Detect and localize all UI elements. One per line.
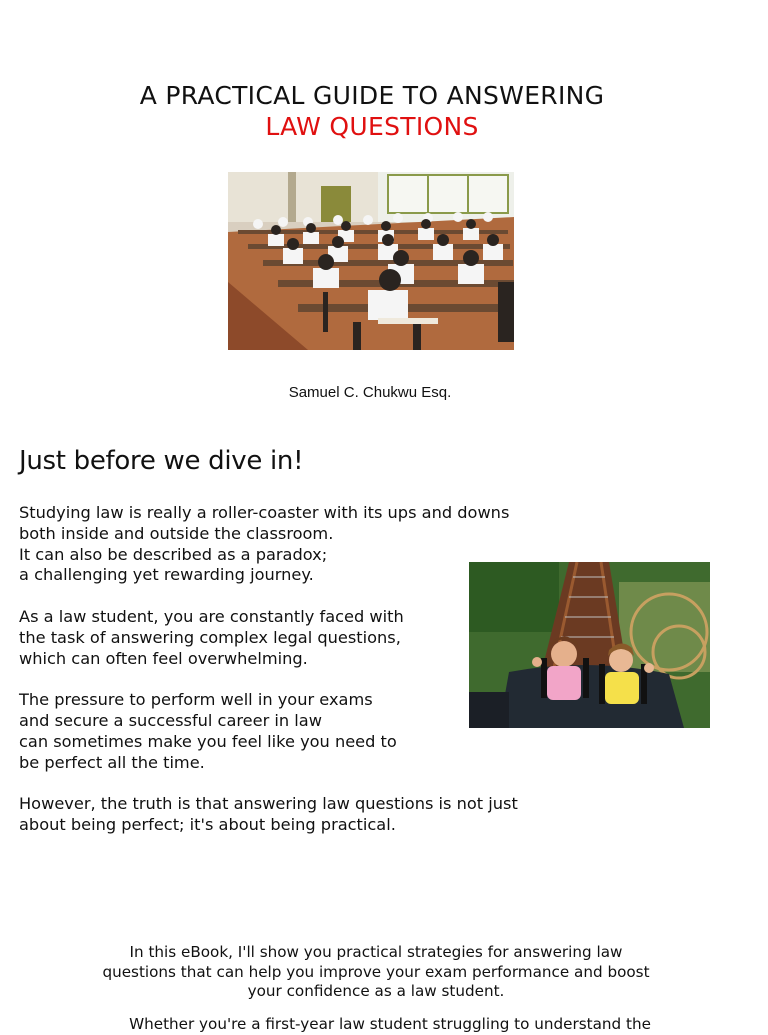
paragraph: Studying law is really a roller-coaster with its ups and downs both inside and outside the classroom. It can also be described as a paradox; a challenging yet rewarding journey. [19, 503, 510, 585]
document-title [0, 80, 744, 142]
paragraph: However, the truth is that answering law questions is not just about being perfect; it's about being practical. [19, 794, 518, 834]
paragraph: The pressure to perform well in your exams and secure a successful career in law can sometimes make you feel like you need to be perfect all the time. [19, 690, 397, 772]
roller-coaster-photo [469, 562, 710, 728]
author-name: Samuel C. Chukwu Esq. [288, 384, 452, 401]
intro-paragraph: In this eBook, I'll show you practical strategies for answering law questions that can help you improve your exam performance and boost your confidence as a law student. [102, 943, 650, 1000]
body-text [19, 503, 539, 857]
title-line-2: LAW QUESTIONS [265, 112, 479, 141]
section-heading: Just before we dive in! [19, 446, 304, 476]
exam-hall-photo [228, 172, 514, 350]
title-line-1: A PRACTICAL GUIDE TO ANSWERING [139, 81, 605, 110]
paragraph: As a law student, you are constantly faced with the task of answering complex legal questions, which can often feel overwhelming. [19, 606, 404, 668]
partial-paragraph: Whether you're a first-year law student struggling to understand the [129, 1015, 651, 1033]
